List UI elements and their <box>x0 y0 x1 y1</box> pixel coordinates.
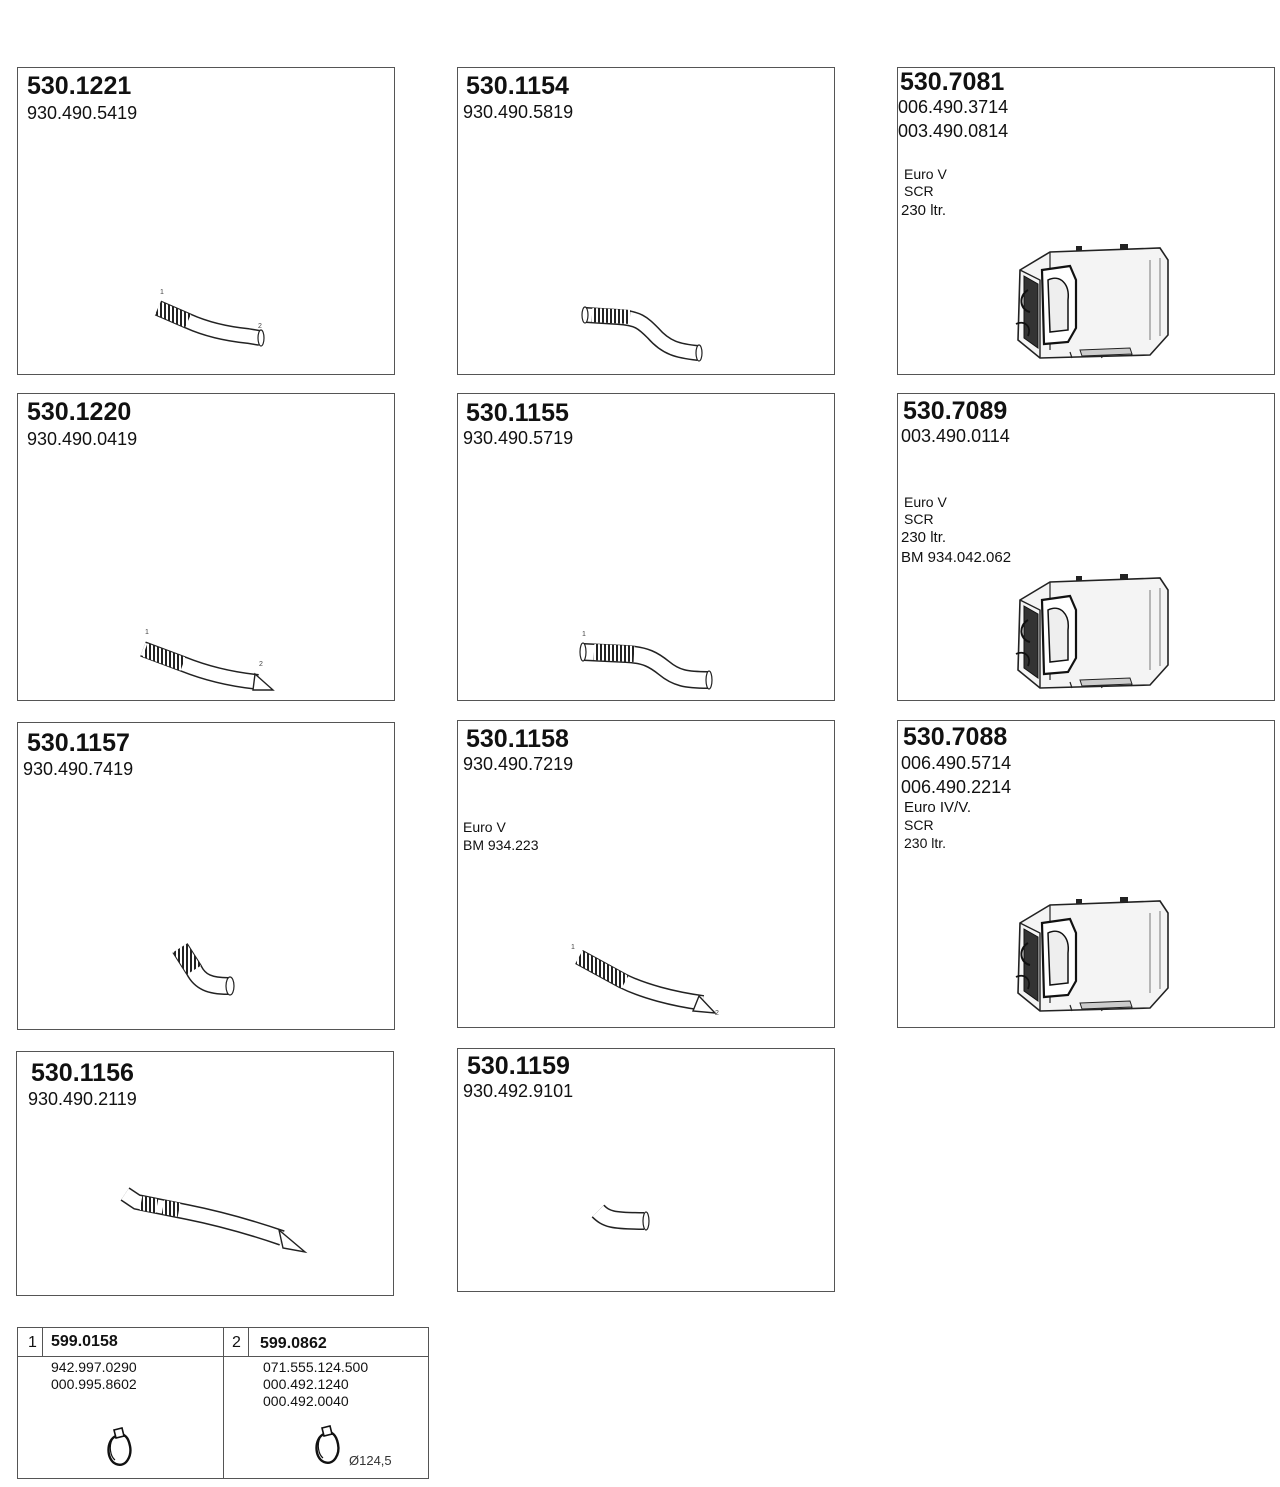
flex-pipe-s-bend-illustration <box>578 293 718 373</box>
part-number: 530.1157 <box>27 729 130 757</box>
part-card-530-7088[interactable] <box>897 720 1275 1028</box>
part-number: 530.1221 <box>27 72 132 100</box>
clamp-icon <box>314 1424 344 1468</box>
flex-pipe-s-bend-illustration <box>576 624 726 704</box>
part-card-530-1221[interactable] <box>17 67 395 375</box>
oem-reference: 930.490.2119 <box>28 1089 137 1109</box>
oem-reference: 930.490.5819 <box>463 102 574 122</box>
emission-note: Euro V <box>904 494 947 510</box>
oem-reference: 000.492.0040 <box>263 1393 349 1409</box>
system-note: SCR <box>904 183 934 199</box>
part-number: 530.1156 <box>31 1059 134 1087</box>
svg-text:1: 1 <box>571 944 575 951</box>
oem-reference: 071.555.124.500 <box>263 1359 369 1375</box>
legend-divider <box>223 1328 224 1478</box>
volume-note: 230 ltr. <box>901 529 947 546</box>
part-number: 530.1155 <box>466 399 569 427</box>
part-card-530-1220[interactable] <box>17 393 395 701</box>
svg-text:1: 1 <box>582 631 586 638</box>
index-divider <box>42 1328 43 1356</box>
clamp-icon <box>106 1426 136 1470</box>
oem-reference: 006.490.5714 <box>901 753 1012 773</box>
part-card-530-1158[interactable] <box>457 720 835 1028</box>
oem-reference: 930.490.5419 <box>27 103 138 123</box>
oem-reference: 003.490.0114 <box>901 426 1010 446</box>
svg-text:2: 2 <box>259 661 263 668</box>
diameter-label: Ø124,5 <box>349 1453 392 1468</box>
emission-note: Euro V <box>904 166 947 182</box>
oem-reference: 942.997.0290 <box>51 1359 137 1375</box>
scr-silencer-box-illustration <box>1010 240 1170 364</box>
svg-text:2: 2 <box>258 323 262 330</box>
scr-silencer-box-illustration <box>1010 570 1170 694</box>
svg-text:2: 2 <box>715 1010 719 1017</box>
long-flex-pipe-angled-end-illustration <box>563 941 733 1021</box>
part-number: 530.1159 <box>467 1052 570 1080</box>
part-card-530-7081[interactable] <box>897 67 1275 375</box>
part-card-530-7089[interactable] <box>897 393 1275 701</box>
emission-note: Euro V <box>463 819 506 835</box>
oem-reference: 000.995.8602 <box>51 1376 137 1392</box>
part-card-530-1157[interactable] <box>17 722 395 1030</box>
clamp-part-number: 599.0158 <box>51 1333 118 1350</box>
system-note: SCR <box>904 817 934 833</box>
svg-text:1: 1 <box>160 289 164 296</box>
flex-pipe-angled-end-illustration <box>133 624 293 704</box>
part-number: 530.1154 <box>466 72 569 100</box>
flex-pipe-bend-illustration <box>148 288 288 368</box>
part-number: 530.1220 <box>27 398 132 426</box>
short-elbow-illustration <box>588 1197 658 1247</box>
part-number: 530.7088 <box>903 723 1008 751</box>
oem-reference: 006.490.2214 <box>901 777 1012 797</box>
oem-reference: 930.492.9101 <box>463 1081 574 1101</box>
mounting-note: BM 934.042.062 <box>901 549 1012 566</box>
double-flex-long-pipe-illustration <box>117 1182 317 1262</box>
oem-reference: 930.490.7219 <box>463 754 574 774</box>
clamp-legend-table <box>17 1327 429 1479</box>
oem-reference: 930.490.5719 <box>463 428 574 448</box>
oem-reference: 003.490.0814 <box>898 121 1009 141</box>
emission-note: Euro IV/V. <box>904 799 971 816</box>
clamp-part-number: 599.0862 <box>260 1335 327 1352</box>
clamp-index: 1 <box>28 1334 37 1351</box>
mounting-note: BM 934.223 <box>463 837 539 853</box>
part-number: 530.7089 <box>903 397 1008 425</box>
oem-reference: 930.490.0419 <box>27 429 138 449</box>
part-card-530-1159[interactable] <box>457 1048 835 1292</box>
scr-silencer-box-illustration <box>1010 893 1170 1017</box>
part-number: 530.7081 <box>900 68 1005 96</box>
system-note: SCR <box>904 511 934 527</box>
index-divider <box>248 1328 249 1356</box>
svg-text:1: 1 <box>145 629 149 636</box>
volume-note: 230 ltr. <box>901 202 947 219</box>
part-card-530-1155[interactable] <box>457 393 835 701</box>
part-card-530-1156[interactable] <box>16 1051 394 1296</box>
oem-reference: 930.490.7419 <box>23 759 134 779</box>
part-number: 530.1158 <box>466 725 569 753</box>
oem-reference: 000.492.1240 <box>263 1376 349 1392</box>
clamp-index: 2 <box>232 1334 241 1351</box>
oem-reference: 006.490.3714 <box>898 97 1009 117</box>
part-card-530-1154[interactable] <box>457 67 835 375</box>
short-flex-elbow-illustration <box>166 938 246 1008</box>
volume-note: 230 ltr. <box>904 835 947 851</box>
